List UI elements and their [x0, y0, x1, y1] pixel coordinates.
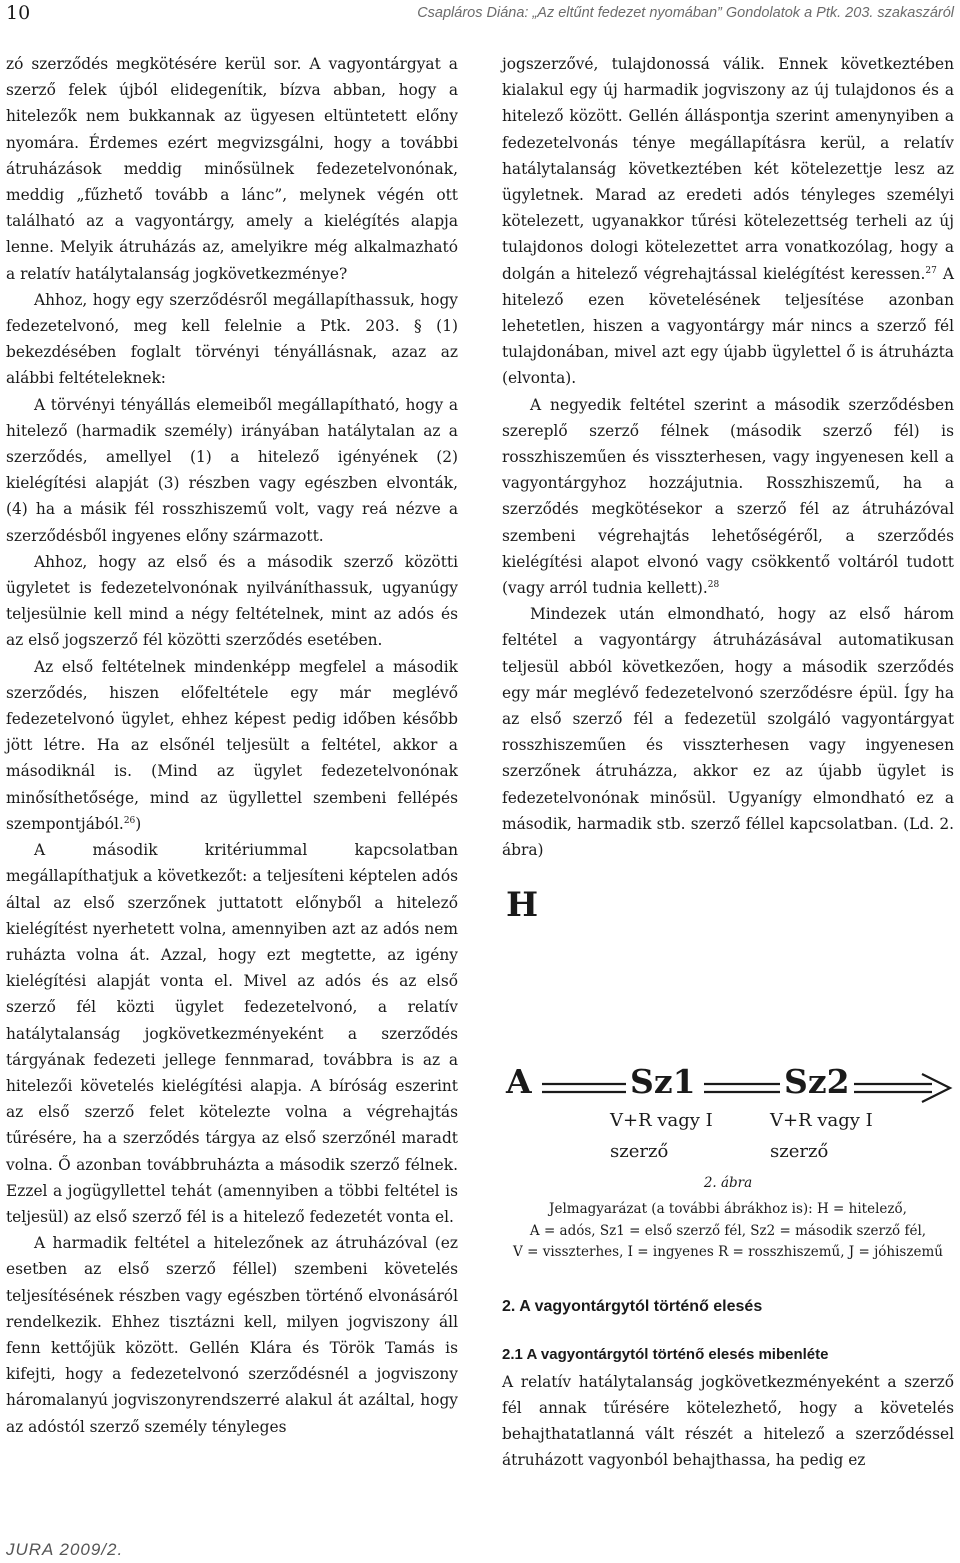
- paragraph: A harmadik feltétel a hitelezőnek az átruházóval (ez esetben az első szerző féllel) szembeni követelés teljesítésének részben vagy egészben történő elvonásáról rendelkezik. Ehhez tisztázni kell, milyen jogviszony áll fenn kettőjük között. Gellén Klára és Török Tamás is kifejti, hogy a fedezetelvonó szerződésnél a jogviszony háromalanyú jogviszonyrendszerré alakul át azáltal, hogy az adóstól szerző személy tényleges: [6, 1234, 458, 1436]
- sublabel-line: szerző: [610, 1141, 669, 1163]
- figure-2: [502, 869, 954, 1199]
- subsection-heading: 2.1 A vagyontárgytól történő elesés mibenléte: [502, 1345, 829, 1363]
- figure-sublabel-2: [770, 1105, 873, 1167]
- paragraph-text: Az első feltételnek mindenképp megfelel a második szerződés, hiszen előfeltétele egy már meglévő fedezetelvonó ügylet, ehhez képest pedig időben később jött létre. Ha az elsőnél teljesült a feltétel, akkor a másodiknál is. (Mind az ügylet fedezetelvonónak minősíthetősége, mind az ügyllettel szembeni fellépés szempontjából.: [6, 657, 458, 833]
- figure-sublabel-1: [610, 1105, 713, 1167]
- paragraph: Mindezek után elmondható, hogy az első három feltétel a vagyontárgy átruházásával automatikusan teljesül abból következően, hogy a második szerződés egy már meglévő fedezetelvonó szerződésre épül. Így ha az első szerző fél a fedezetül szolgáló vagyontárgyat rosszhiszeműen és visszterhesen vagy ingyenesen szerzőnek átruházza, akkor ez az újabb ügylet is fedezetelvonónak minősül. Ugyanígy elmondható ez a második, harmadik stb. szerző féllel kapcsolatban. (Ld. 2. ábra): [502, 605, 954, 860]
- paragraph-text: A negyedik feltétel szerint a második szerződésben szereplő szerző félnek (második szerző fél) is rosszhiszeműen és visszterhesen, vagy ingyenesen kell a vagyontárgyhoz hozzájutnia. Rosszhiszemű, ha a szerződés megkötésekor a szerző fél az átruházóval szembeni végrehajtás lehetőségéről, a szerződés kielégítési alapot elvonó vagy csökkentő voltáról tudott (vagy arról tudnia kellett).: [502, 395, 954, 598]
- figure-caption: 2. ábra: [703, 1175, 753, 1192]
- paragraph: A törvényi tényállás elemeiből megállapítható, hogy a hitelező (harmadik személy) irányában hatálytalan az a szerződés, amellyel (1) a hitelező igényének (2) kielégítési alapját (3) részben vagy egészben elvonták, (4) ha a másik fél rosszhiszemű volt, vagy reá nézve a szerződésből ingyenes előny származott.: [6, 395, 458, 545]
- paragraph: Ahhoz, hogy az első és a második szerző közötti ügyletet is fedezetelvonónak nyilváníthassuk, ugyanúgy teljesülnie kell mind a négy feltételnek, mint az adós és az első jogszerző fél közötti szerződés esetében.: [6, 552, 458, 650]
- sublabel-line: V+R vagy I: [770, 1110, 873, 1132]
- footnote-mark: 28: [707, 579, 720, 590]
- figure-label-a: A: [506, 1062, 532, 1102]
- footnote-mark: 26: [123, 815, 136, 826]
- legend-line: V = visszterhes, I = ingyenes R = rosszhiszemű, J = jóhiszemű: [513, 1244, 943, 1261]
- paragraph: [6, 654, 458, 837]
- sublabel-line: V+R vagy I: [610, 1110, 713, 1132]
- running-title: Csapláros Diána: „Az eltűnt fedezet nyomában” Gondolatok a Ptk. 203. szakaszáról: [417, 5, 954, 21]
- figure-legend: [502, 1199, 954, 1264]
- paragraph: A második kritériummal kapcsolatban megállapíthatjuk a következőt: a teljesíteni képtelen adós által az első szerzőnek juttatott előnyből a hitelező kielégítést nyerhetett volna, amennyiben azt az adós nem ruházta volna át. Azzal, hogy ezt megtette, az igény kielégítési alapját vonta el. Mivel az adós és az első szerző fél közti ügylet fedezetelvonó, a relatív hatálytalanság jogkövetkezményeként a szerződés tárgyának fedezeti jellege fennmarad, továbbra is az a hitelezői követelés kielégítési alapja. A bíróság eszerint az első szerző felet kötelezte volna a végrehajtás tűrésére, ha a szerződés tárgya az első szerzőnél maradt volna. Ő azonban továbbruházta a második szerző félnek. Ezzel a jogügyllettel tehát (amennyiben a többi feltétel is teljesül) az első szerző fél is a hitelező fedezetét vonta el.: [6, 841, 458, 1226]
- figure-label-h: H: [506, 885, 539, 926]
- legend-line: A = adós, Sz1 = első szerző fél, Sz2 = második szerző fél,: [529, 1222, 927, 1239]
- left-column: [6, 51, 458, 1440]
- section-heading: 2. A vagyontárgytól történő elesés: [502, 1297, 763, 1315]
- page-header: [0, 0, 960, 34]
- paragraph: zó szerződés megkötésére kerül sor. A vagyontárgyat a szerző felek újból elidegenítik, bízva abban, hogy a hitelezők nem bukkannak az ügyesen eltüntetett előny nyomára. Érdemes ezért megvizsgálni, hogy a további átruházások meddig minősülnek fedezetelvonónak, meddig „fűzhető tovább a lánc”, melynek végén ott található az a vagyontárgy, amely a kielégítés alapja lenne. Melyik átruházás az, amelyikre még alkalmazható a relatív hatálytalanság jogkövetkezménye?: [6, 55, 458, 283]
- footnote-mark: 27: [925, 265, 937, 276]
- paragraph-text: jogszerzővé, tulajdonossá válik. Ennek következtében kialakul egy új harmadik jogviszony az új tulajdonos és a hitelező között. Gellén álláspontja szerint amenynyiben a fedezetelvonás ténye megállapításra kerül, a relatív hatálytalanság következtében két kötelezettje lesz az ügyletnek. Marad az eredeti adós tényleges személyi kötelezett, ugyanakkor tűrési kötelezettség terheli az új tulajdonos dologi kötelezettet arra vonatkozólag, hogy a dolgán a hitelező végrehajtással kielégítést keressen.: [502, 55, 954, 283]
- paragraph-text: ): [135, 814, 142, 833]
- sublabel-line: szerző: [770, 1141, 829, 1163]
- paragraph: [502, 51, 954, 392]
- journal-footer: JURA 2009/2.: [6, 1540, 124, 1559]
- page-number: 10: [6, 2, 31, 24]
- figure-label-sz1: Sz1: [630, 1062, 696, 1102]
- paragraph: A relatív hatálytalanság jogkövetkezményeként a szerző fél annak tűrésére kötelezhető, hogy a követelés behajthatatlanná vált részét a hitelező a szerződéssel átruházott vagyonból behajthassa, ha pedig ez: [502, 1372, 954, 1470]
- figure-arrows: [502, 869, 954, 1169]
- paragraph-text: A hitelező ezen követelésének teljesítése azonban lehetetlen, hiszen a vagyontárgy már nincs a szerző fél tulajdonában, mivel azt egy újabb ügylettel ő is átruházta (elvonta).: [502, 264, 955, 388]
- arrow-head: [922, 1074, 950, 1102]
- paragraph: Ahhoz, hogy egy szerződésről megállapíthassuk, hogy fedezetelvonó, meg kell felelnie a Ptk. 203. § (1) bekezdésében foglalt törvényi tényállásnak, azaz az alábbi feltételeknek:: [6, 290, 458, 388]
- right-column: [502, 51, 954, 1474]
- legend-line: Jelmagyarázat (a további ábrákhoz is): H = hitelező,: [549, 1201, 907, 1218]
- figure-label-sz2: Sz2: [784, 1062, 850, 1102]
- paragraph: [502, 392, 954, 602]
